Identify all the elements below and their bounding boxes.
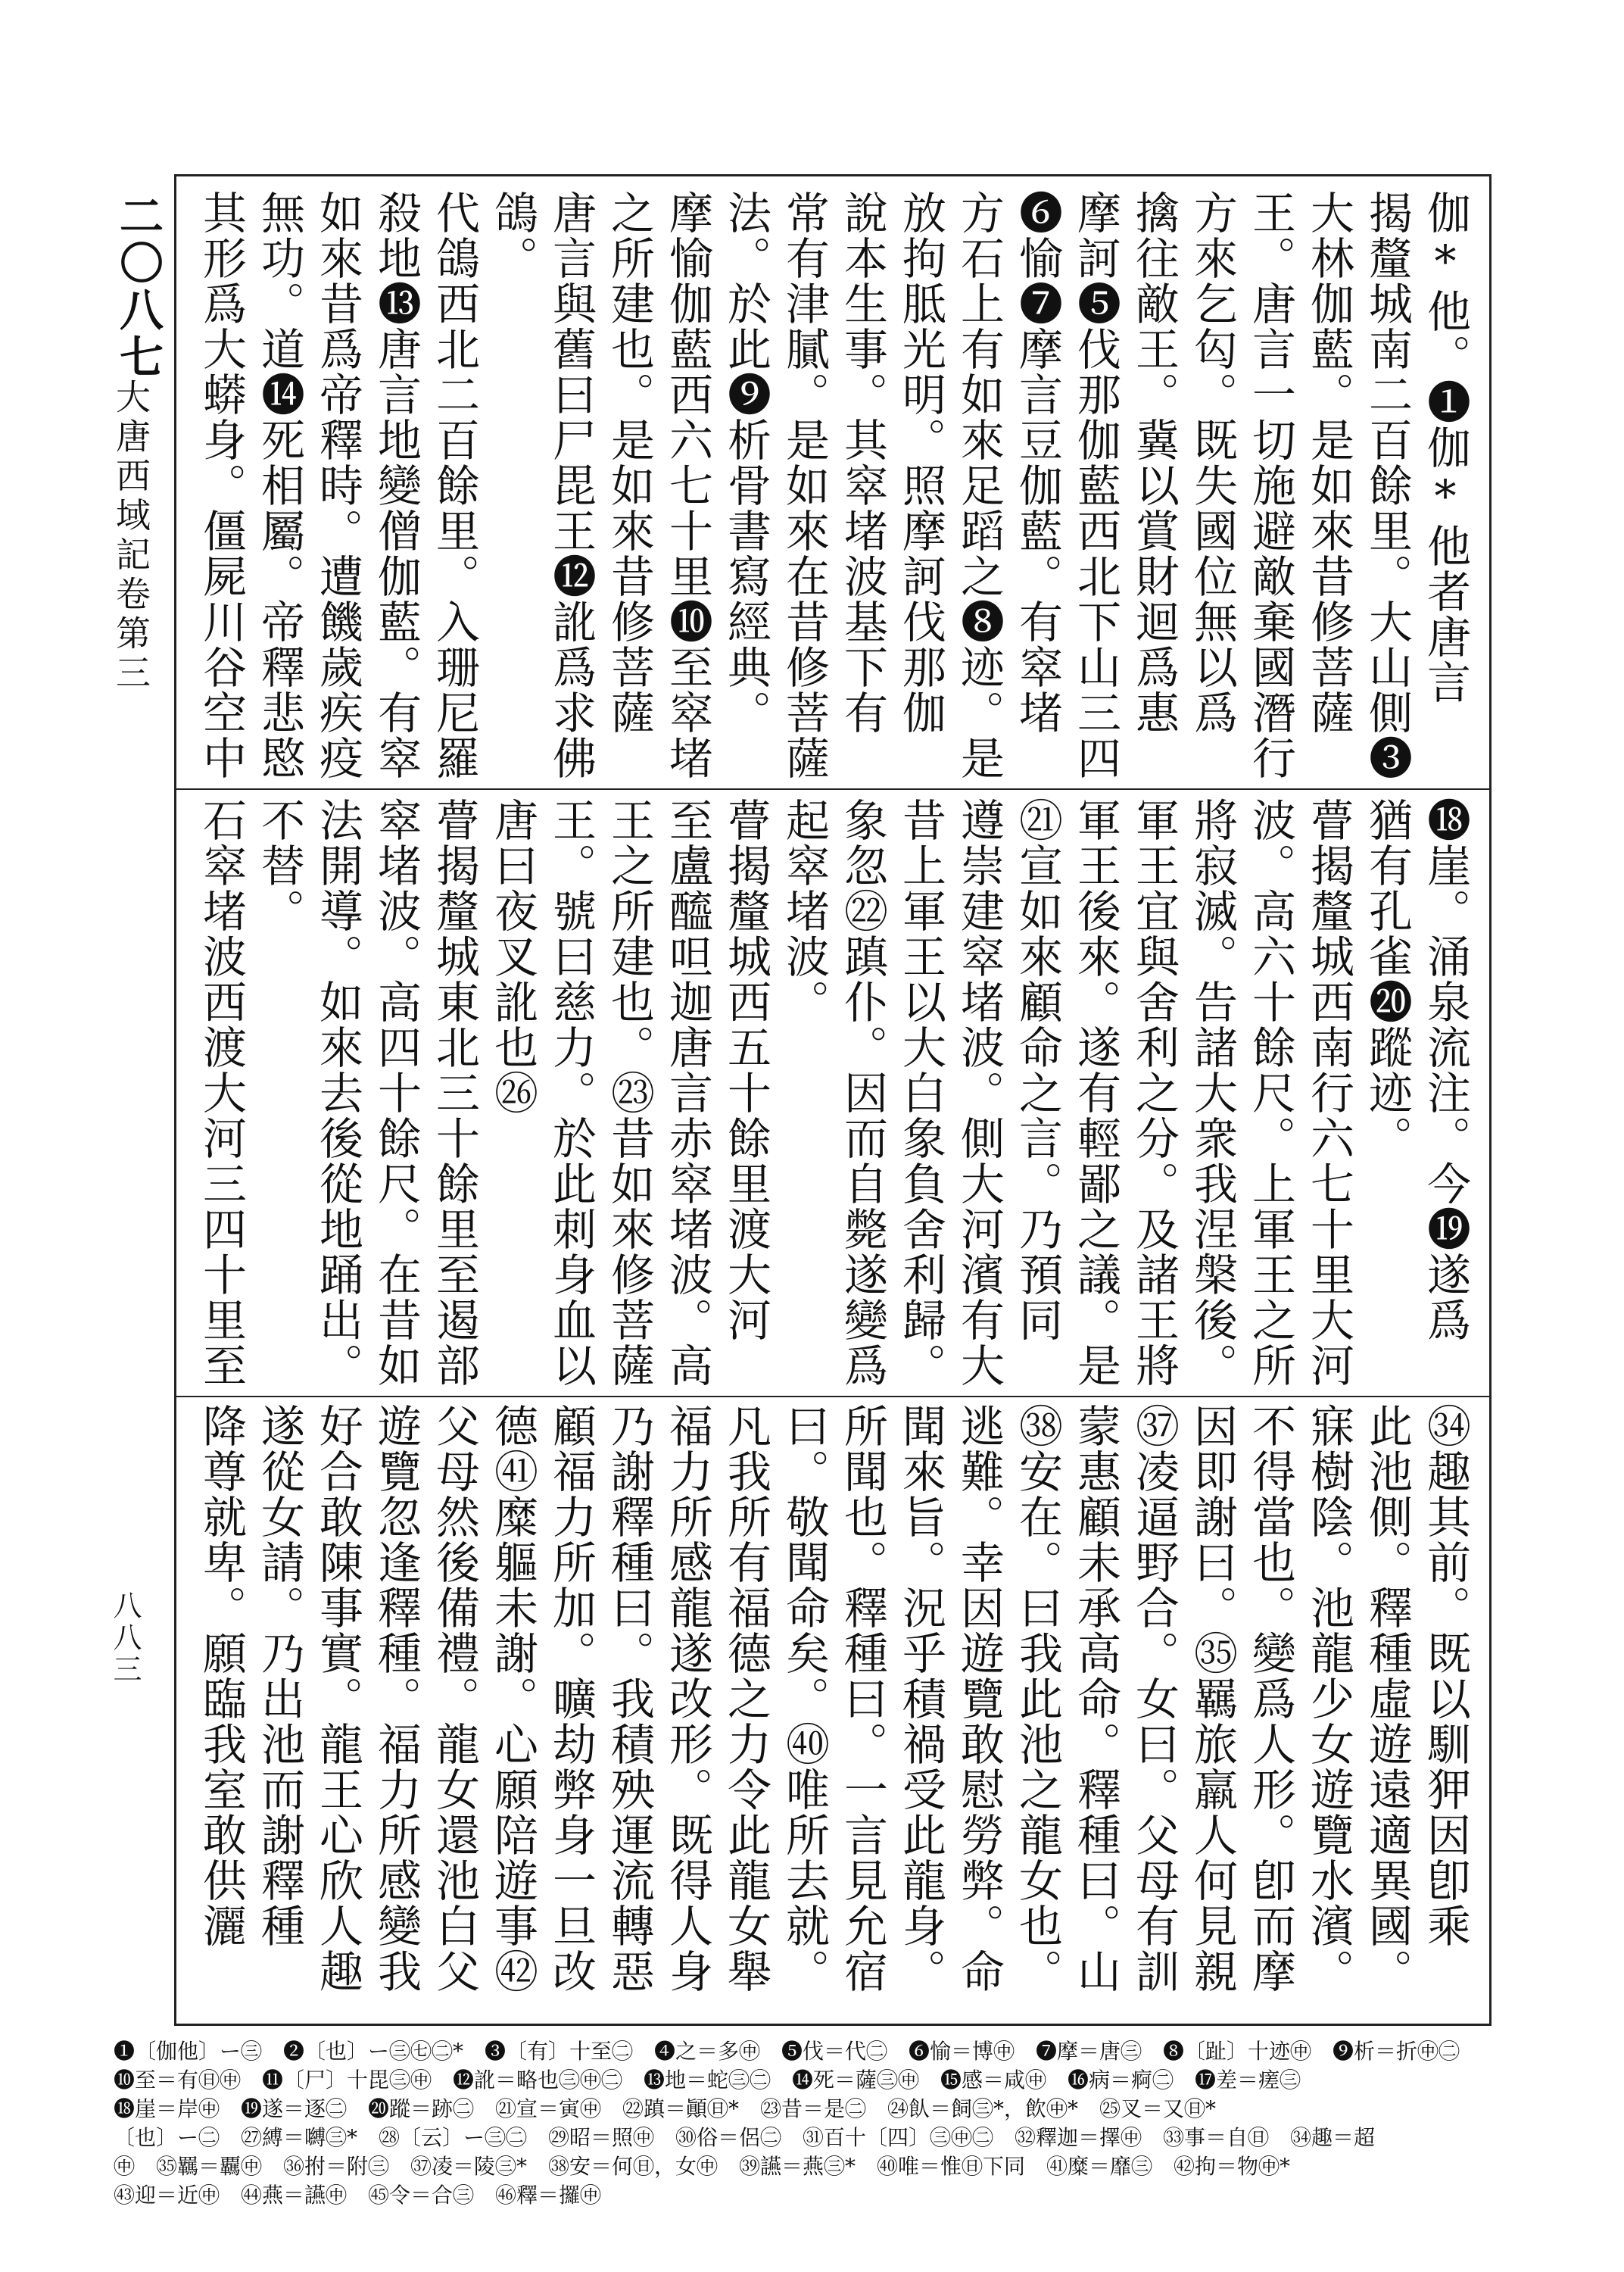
text-column: 常有津膩。是如來在昔修菩薩: [778, 190, 830, 781]
text-column: 法。於此❾析骨書寫經典。: [720, 190, 771, 735]
text-column: 德㊶糜軀未謝。心願陪遊事㊷: [487, 1403, 538, 1994]
text-column: 之所建也。是如來昔修菩薩: [603, 190, 655, 735]
text-column: 曰。敬聞命矣。㊵唯所去就。: [778, 1403, 830, 1994]
text-column: 瞢揭釐城東北三十餘里至遏部: [429, 797, 480, 1388]
note-line: 〔也〕ー㊁ ㉗縛＝嚩㊂* ㉘〔云〕ー㊂㊁ ㉙昭＝照㊥ ㉚俗＝侶㊁ ㉛百十〔四〕㊂㊥㊁ ㉜釋迦＝擇㊥ ㉝事＝自㊐ ㉞趣＝超: [114, 2125, 1376, 2150]
text-column: ㉑宣如來顧命之言。乃預同: [1011, 797, 1063, 1343]
text-column: 說本生事。其窣堵波基下有: [837, 190, 888, 735]
text-column: ㊲凌逼野合。女曰。父母有訓: [1128, 1403, 1180, 1994]
text-column: 如來昔爲帝釋時。遭饑歲疾疫: [312, 190, 363, 781]
note-line: ❿至＝有㊐㊥ ⓫〔尸〕十毘㊂㊥ ⓬訛＝略也㊂㊥㊁ ⓭地＝蛇㊂㊁ ⓮死＝薩㊂㊥ ⓯感＝咸㊥ ⓰病＝痾㊁ ⓱差＝瘥㊂: [114, 2068, 1301, 2093]
text-column: 軍王宜與舍利之分。及諸王將: [1128, 797, 1180, 1388]
text-block-lower: [192, 1403, 1474, 2009]
text-column: 王之所建也。㉓昔如來修菩薩: [603, 797, 655, 1388]
text-column: 遂從女請。乃出池而謝釋種: [254, 1403, 305, 1949]
text-column: 所聞也。釋種曰。一言見允宿: [837, 1403, 888, 1994]
text-column: 唐曰夜叉訛也㉖: [487, 797, 538, 1116]
note-line: ⓲崖＝岸㊥ ⓳遂＝逐㊁ ⓴蹤＝跡㊁ ㉑宣＝寅㊥ ㉒蹎＝顚㊐* ㉓昔＝是㊁ ㉔飤＝飼㊂*，飲㊥* ㉕叉＝又㊐*: [114, 2096, 1217, 2121]
text-column: 其形爲大蟒身。僵屍川谷空中: [195, 190, 247, 781]
text-column: 放拘胝光明。照摩訶伐那伽: [895, 190, 946, 735]
text-column: 伽*他。❶伽*他者唐言: [1420, 190, 1471, 705]
collation-notes: [114, 2037, 1507, 2249]
text-column: 石窣堵波西渡大河三四十里至: [195, 797, 247, 1388]
text-column: 福力所感龍遂改形。既得人身: [662, 1403, 713, 1994]
text-column: 聞來旨。況乎積禍受此龍身。: [895, 1403, 946, 1994]
text-column: 逃難。幸因遊覽敢慰勞弊。命: [953, 1403, 1005, 1994]
text-column: 降尊就卑。願臨我室敢供灑: [195, 1403, 247, 1949]
text-column: 擒往敵王。冀以賞財迴爲惠: [1128, 190, 1180, 735]
block-divider: [176, 1396, 1489, 1397]
text-column: 方石上有如來足蹈之❽迹。是: [953, 190, 1005, 781]
text-column: 因即謝曰。㉟羈旅羸人何見親: [1186, 1403, 1238, 1994]
text-column: 殺地⓭唐言地變僧伽藍。有窣: [370, 190, 422, 781]
text-column: 好合敢陳事實。龍王心欣人趣: [312, 1403, 363, 1994]
text-column: 象忽㉒蹎仆。因而自斃遂變爲: [837, 797, 888, 1388]
text-column: 父母然後備禮。龍女還池白父: [429, 1403, 480, 1994]
block-divider: [176, 788, 1489, 790]
note-line: ㊥ ㉟羈＝覊㊥ ㊱拊＝附㊂ ㊲凌＝陵㊂* ㊳安＝何㊐，女㊥ ㊴讌＝燕㊂* ㊵唯＝惟㊐下同 ㊶糜＝靡㊂ ㊷拘＝物㊥*: [114, 2154, 1291, 2179]
text-column: 鴿。: [487, 190, 538, 281]
text-column: 唐言與舊曰尸毘王⓬訛爲求佛: [545, 190, 597, 781]
text-column: 遵崇建窣堵波。側大河濱有大: [953, 797, 1005, 1388]
text-column: 凡我所有福德之力令此龍女舉: [720, 1403, 771, 1994]
text-column: 至盧醯呾迦唐言赤窣堵波。高: [662, 797, 713, 1388]
text-frame: [174, 174, 1492, 2026]
text-column: 不替。: [254, 797, 305, 934]
text-column: 王。唐言一切施避敵棄國潛行: [1245, 190, 1296, 781]
text-column: ㊳安在。曰我此池之龍女也。: [1011, 1403, 1063, 1994]
text-column: 昔上軍王以大白象負舍利歸。: [895, 797, 946, 1388]
note-line: ❶〔伽他〕ー㊂ ❷〔也〕ー㊂㊆㊁* ❸〔有〕十至㊁ ❹之＝多㊥ ❺伐＝代㊁ ❻愉＝博㊥ ❼摩＝唐㊂ ❽〔趾〕十迹㊥ ❾析＝折㊥㊁: [114, 2039, 1460, 2064]
text-column: 顧福力所加。曠劫弊身一旦改: [545, 1403, 597, 1994]
text-column: 代鴿西北二百餘里。入珊尼羅: [429, 190, 480, 781]
text-column: 方來乞匃。既失國位無以爲: [1186, 190, 1238, 735]
text-column: 法開導。如來去後從地踊出。: [312, 797, 363, 1388]
text-column: 揭釐城南二百餘里。大山側❸: [1361, 190, 1413, 781]
text-column: 摩愉伽藍西六七十里❿至窣堵: [662, 190, 713, 781]
note-line: ㊸迎＝近㊥ ㊹燕＝讌㊥ ㊺令＝合㊂ ㊻釋＝攞㊥: [114, 2183, 602, 2208]
running-title: 大唐西域記卷第三: [111, 379, 151, 694]
text-column: 起窣堵波。: [778, 797, 830, 1025]
text-column: 窣堵波。高四十餘尺。在昔如: [370, 797, 422, 1388]
text-block-upper: [192, 190, 1474, 781]
text-column: 猶有孔雀⓴蹤迹。: [1361, 797, 1413, 1161]
text-column: ㉞趣其前。既以馴狎因卽乘: [1420, 1403, 1471, 1949]
text-column: 王。號曰慈力。於此刺身血以: [545, 797, 597, 1388]
text-column: 不得當也。變爲人形。卽而摩: [1245, 1403, 1296, 1994]
page-number: 二〇八七: [112, 193, 164, 381]
text-column: ⓲崖。涌泉流注。今⓳遂爲: [1420, 797, 1471, 1343]
text-column: 將寂滅。告諸大衆我涅槃後。: [1186, 797, 1238, 1388]
text-column: 瞢揭釐城西五十餘里渡大河: [720, 797, 771, 1343]
text-column: ❻愉❼摩言豆伽藍。有窣堵: [1011, 190, 1063, 735]
text-column: 寐樹陰。池龍少女遊覽水濱。: [1303, 1403, 1354, 1994]
text-column: 軍王後來。遂有輕鄙之議。是: [1070, 797, 1121, 1388]
text-block-middle: [192, 797, 1474, 1388]
text-column: 摩訶❺伐那伽藍西北下山三四: [1070, 190, 1121, 781]
text-column: 大林伽藍。是如來昔修菩薩: [1303, 190, 1354, 735]
text-column: 遊覽忽逢釋種。福力所感變我: [370, 1403, 422, 1994]
text-column: 乃謝釋種曰。我積殃運流轉惡: [603, 1403, 655, 1994]
text-column: 無功。道⓮死相屬。帝釋悲愍: [254, 190, 305, 781]
text-column: 蒙惠顧未承高命。釋種曰。山: [1070, 1403, 1121, 1994]
side-page-number: 八八三: [108, 1590, 142, 1686]
text-column: 波。高六十餘尺。上軍王之所: [1245, 797, 1296, 1388]
text-column: 瞢揭釐城西南行六七十里大河: [1303, 797, 1354, 1388]
text-column: 此池側。釋種虛遊遠適異國。: [1361, 1403, 1413, 1994]
